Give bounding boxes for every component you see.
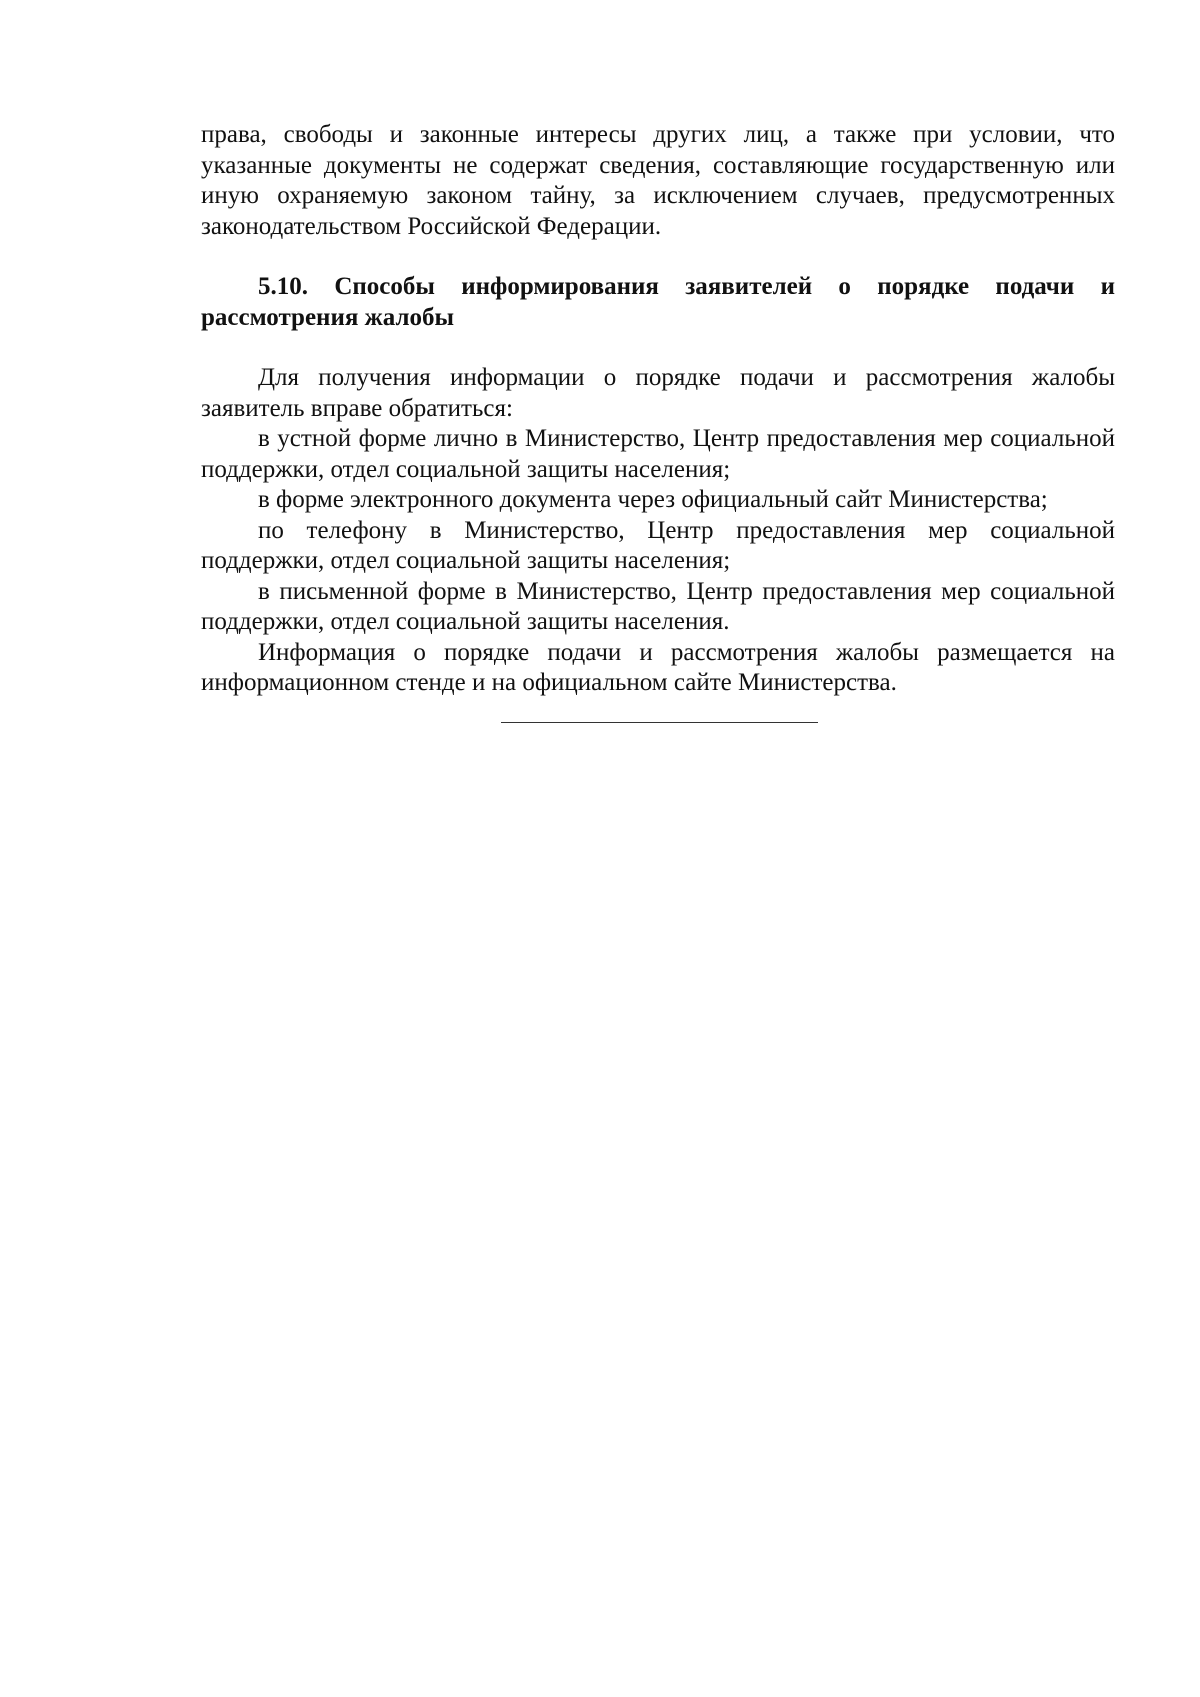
section-heading (201, 272, 1115, 333)
body-paragraph: в устной форме лично в Министерство, Центр предоставления мер социальной поддержки, отдел социальной защиты населения; (201, 425, 1115, 483)
body-paragraph: Информация о порядке подачи и рассмотрения жалобы размещается на информационном стенде и на официальном сайте Министерства. (201, 638, 1115, 696)
intro-paragraph-block (201, 120, 1115, 242)
body-paragraph: в письменной форме в Министерство, Центр предоставления мер социальной поддержки, отдел социальной защиты населения. (201, 577, 1115, 635)
body-paragraph: по телефону в Министерство, Центр предоставления мер социальной поддержки, отдел социальной защиты населения; (201, 516, 1115, 574)
intro-paragraph: права, свободы и законные интересы других лиц, а также при условии, что указанные документы не содержат сведения, составляющие государственную или иную охраняемую законом тайну, за исключением случаев, предусмотренных законодательством Российской Федерации. (201, 121, 1115, 240)
section-heading-text: 5.10. Способы информирования заявителей о порядке подачи и рассмотрения жалобы (201, 273, 1115, 331)
end-of-document-divider (501, 722, 818, 723)
section-body (201, 363, 1115, 699)
body-paragraph: Для получения информации о порядке подачи и рассмотрения жалобы заявитель вправе обратиться: (201, 364, 1115, 422)
body-paragraph: в форме электронного документа через официальный сайт Министерства; (258, 486, 1048, 513)
